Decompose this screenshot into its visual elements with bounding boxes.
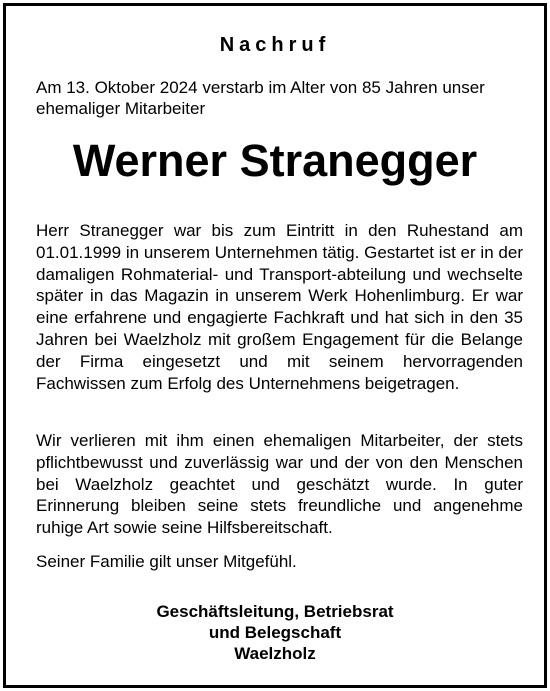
obituary-notice xyxy=(3,3,547,688)
career-paragraph: Herr Stranegger war bis zum Eintritt in den Ruhestand am 01.01.1999 in unserem Unternehmen tätig. Gestartet ist er in der damaligen Rohmaterial- und Transport-abteilung und wechselte später in das Magazin in unserem Werk Hohenlimburg. Er war eine erfahrene und engagierte Fachkraft und hat sich in den 35 Jahren bei Waelzholz mit großem Engagement für die Belange der Firma eingesetzt und mit seinem hervorragenden Fachwissen zum Erfolg des Unternehmens beigetragen. xyxy=(36,221,523,393)
condolence-paragraph: Seiner Familie gilt unser Mitgefühl. xyxy=(36,552,297,571)
notice-heading: Nachruf xyxy=(219,34,331,56)
signature-line: Geschäftsleitung, Betriebsrat xyxy=(156,602,394,621)
signature-block xyxy=(6,601,544,664)
signature-line: Waelzholz xyxy=(234,644,316,663)
deceased-name: Werner Stranegger xyxy=(72,135,478,186)
remembrance-paragraph: Wir verlieren mit ihm einen ehemaligen Mitarbeiter, der stets pflichtbewusst und zuverlässig war und der von den Menschen bei Waelzholz geachtet und geschätzt wurde. In guter Erinnerung bleiben seine stets freundliche und angenehme ruhige Art sowie seine Hilfsbereitschaft. xyxy=(36,431,523,538)
intro-text: Am 13. Oktober 2024 verstarb im Alter von 85 Jahren unser ehemaliger Mitarbeiter xyxy=(36,78,485,118)
signature-line: und Belegschaft xyxy=(208,623,342,642)
